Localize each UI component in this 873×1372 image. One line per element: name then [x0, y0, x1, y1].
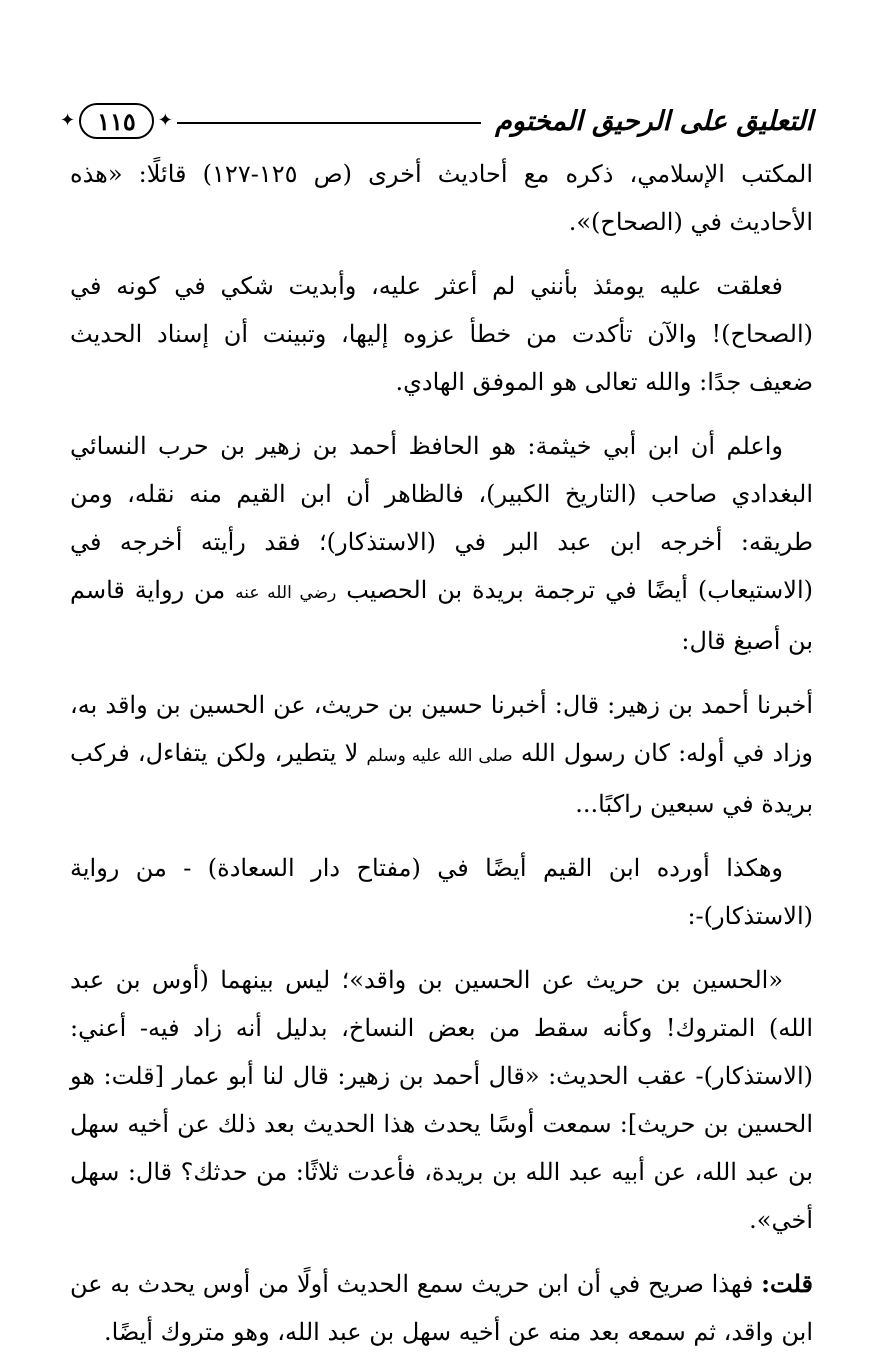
ornament-icon: ✦ — [157, 110, 173, 131]
page-number-group — [60, 103, 177, 139]
paragraph-3-text-a: واعلم أن ابن أبي خيثمة: هو الحافظ أحمد بن زهير بن حرب النسائي البغدادي صاحب (التاريخ الكبير)، فالظاهر أن ابن القيم منه نقله، ومن طريقه: أخرجه ابن عبد البر في (الاستذكار)؛ فقد رأيته أخرجه في (الاستيعاب) أيضًا في ترجمة بريدة بن الحصيب — [70, 432, 814, 604]
page-body — [70, 150, 813, 1372]
paragraph-7-text: فهذا صريح في أن ابن حريث سمع الحديث أولًا من أوس يحدث به عن ابن واقد، ثم سمعه بعد منه عن أخيه سهل بن عبد الله، وهو متروك أيضًا. — [70, 1270, 813, 1346]
running-header — [60, 96, 813, 146]
qaltu-label: قلت: — [761, 1269, 813, 1298]
ornament-icon: ✦ — [60, 110, 76, 131]
paragraph-3-text-b: من رواية قاسم بن أصبغ قال: — [70, 576, 813, 655]
honorific-salla: صلى الله عليه وسلم — [366, 746, 513, 766]
honorific-radiallahu: رضي الله عنه — [235, 583, 337, 603]
paragraph-2: فعلقت عليه يومئذ بأنني لم أعثر عليه، وأبديت شكي في كونه في (الصحاح)! والآن تأكدت من خطأ عزوه إليها، وتبينت أن إسناد الحديث ضعيف جدًا: والله تعالى هو الموفق الهادي. — [70, 272, 813, 396]
paragraph-3 — [70, 422, 813, 665]
page-number: ١١٥ — [79, 103, 154, 139]
paragraph-1: المكتب الإسلامي، ذكره مع أحاديث أخرى (ص ١٢٥-١٢٧) قائلًا: «هذه الأحاديث في (الصحاح)». — [70, 160, 813, 236]
running-title: التعليق على الرحيق المختوم — [495, 105, 813, 137]
paragraph-5: وهكذا أورده ابن القيم أيضًا في (مفتاح دار السعادة) - من رواية (الاستذكار)-: — [70, 854, 813, 930]
paragraph-7 — [70, 1260, 813, 1356]
header-rule — [177, 122, 481, 124]
paragraph-6: «الحسين بن حريث عن الحسين بن واقد»؛ ليس بينهما (أوس بن عبد الله) المتروك! وكأنه سقط من بعض النساخ، بدليل أنه زاد فيه- أعني: (الاستذكار)- عقب الحديث: «قال أحمد بن زهير: قال لنا أبو عمار [قلت: هو الحسين بن حريث]: سمعت أوسًا يحدث هذا الحديث بعد ذلك عن أخيه سهل بن عبد الله، عن أبيه عبد الله بن بريدة، فأعدت ثلاثًا: من حدثك؟ قال: سهل أخي». — [70, 966, 813, 1234]
paragraph-4-text-a: أخبرنا أحمد بن زهير: قال: أخبرنا حسين بن حريث، عن الحسين بن واقد به، وزاد في أوله: كان رسول الله — [70, 691, 813, 767]
paragraph-4 — [70, 681, 813, 828]
paragraph-4-text-b: لا يتطير، ولكن يتفاءل، فركب بريدة في سبعين راكبًا... — [70, 739, 813, 818]
